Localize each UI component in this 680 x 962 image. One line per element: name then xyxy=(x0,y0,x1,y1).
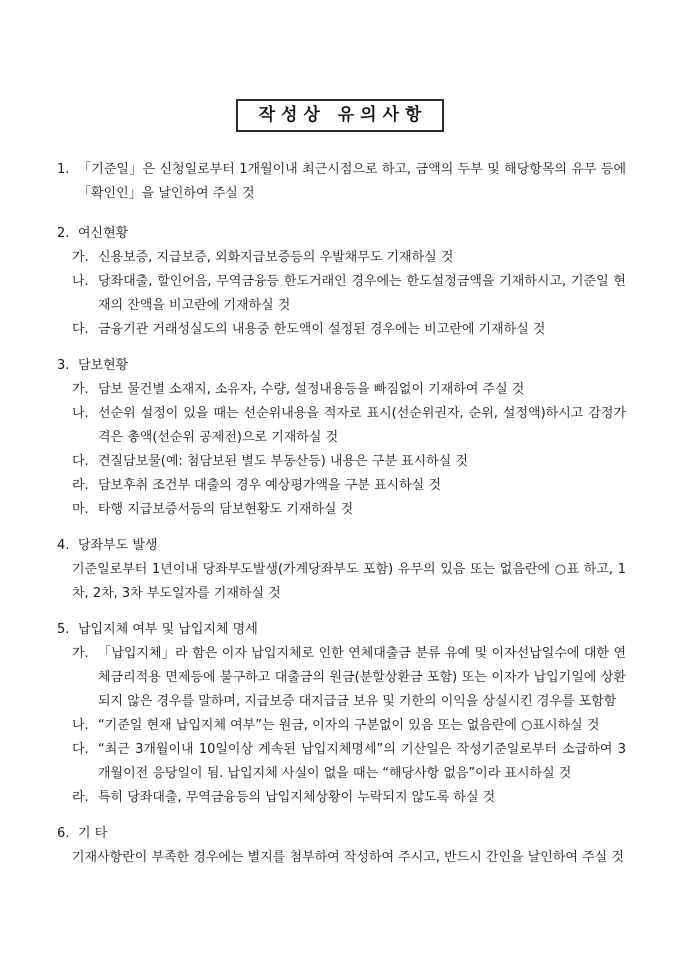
list-item xyxy=(57,474,626,498)
section-5 xyxy=(57,618,626,810)
section-row xyxy=(57,618,626,642)
document-title-box xyxy=(236,99,445,132)
list-item-label: 나. xyxy=(72,406,89,421)
section-row xyxy=(57,158,626,206)
section-heading: 담보현황 xyxy=(78,358,129,373)
list-item xyxy=(57,714,626,738)
section-number: 3. xyxy=(57,358,70,373)
section-6 xyxy=(57,822,626,870)
section-number: 1. xyxy=(57,162,70,177)
list-item xyxy=(57,246,626,270)
list-item-label: 가. xyxy=(72,250,89,265)
list-item xyxy=(57,402,626,450)
list-item-text: 담보 물건별 소재지, 소유자, 수량, 설정내용등을 빠짐없이 기재하여 주실 것 xyxy=(98,382,525,397)
section-row xyxy=(57,534,626,558)
list-item xyxy=(57,450,626,474)
list-item-label: 나. xyxy=(72,274,89,289)
list-item-label: 다. xyxy=(72,454,89,469)
section-heading: 여신현황 xyxy=(78,226,129,241)
list-item xyxy=(57,378,626,402)
list-item-text: 당좌대출, 할인어음, 무역금융등 한도거래인 경우에는 한도설정금액을 기재하시고, 기준일 현재의 잔액을 비고란에 기재하실 것 xyxy=(98,274,626,313)
list-item-label: 가. xyxy=(72,382,89,397)
list-item-label: 마. xyxy=(72,502,89,517)
list-item xyxy=(57,786,626,810)
list-item-text: 신용보증, 지급보증, 외화지급보증등의 우발채무도 기재하실 것 xyxy=(98,250,454,265)
section-body: 기재사항란이 부족한 경우에는 별지를 첨부하여 작성하여 주시고, 반드시 간인을 날인하여 주실 것 xyxy=(72,850,624,865)
list-item-text: 담보후취 조건부 대출의 경우 예상평가액을 구분 표시하실 것 xyxy=(98,478,441,493)
list-item-text: 금융기관 거래성실도의 내용중 한도액이 설정된 경우에는 비고란에 기재하실 것 xyxy=(98,322,546,337)
section-number: 5. xyxy=(57,622,70,637)
section-heading: 당좌부도 발생 xyxy=(78,538,158,553)
list-item-label: 라. xyxy=(72,790,89,805)
section-body: 「기준일」은 신청일로부터 1개월이내 최근시점으로 하고, 금액의 두부 및 해당항목의 유무 등에 「확인인」을 날인하여 주실 것 xyxy=(78,162,626,201)
list-item-label: 라. xyxy=(72,478,89,493)
list-item xyxy=(57,270,626,318)
list-item-label: 다. xyxy=(72,322,89,337)
list-item-label: 나. xyxy=(72,718,89,733)
list-item-text: 「납입지체」라 함은 이자 납입지체로 인한 연체대출금 분류 유예 및 이자선납일수에 대한 연체금리적용 면제등에 불구하고 대출금의 원금(분할상환금 포함) 또는 이자가 납입기일에 상환되지 않은 경우를 말하며, 지급보증 대지급금 보유 및 기한의 이익을 상실시킨 경우를 포함함 xyxy=(98,646,626,709)
list-item-text: 특히 당좌대출, 무역금융등의 납입지체상황이 누락되지 않도록 하실 것 xyxy=(98,790,496,805)
section-row xyxy=(57,822,626,846)
section-4 xyxy=(57,534,626,606)
section-row xyxy=(57,354,626,378)
section-2 xyxy=(57,222,626,342)
list-item xyxy=(57,642,626,714)
list-item-text: 선순위 설정이 있을 때는 선순위내용을 적자로 표시(선순위권자, 순위, 설정액)하시고 감정가격은 총액(선순위 공제전)으로 기재하실 것 xyxy=(98,406,626,445)
section-number: 6. xyxy=(57,826,70,841)
list-item-text: 견질담보물(예: 첨담보된 별도 부동산등) 내용은 구분 표시하실 것 xyxy=(98,454,468,469)
section-heading: 납입지체 여부 및 납입지체 명세 xyxy=(78,622,258,637)
section-1 xyxy=(57,158,626,206)
section-body: 기준일로부터 1년이내 당좌부도발생(가계당좌부도 포함) 유무의 있음 또는 없음란에 ○표 하고, 1차, 2차, 3차 부도일자를 기재하실 것 xyxy=(72,562,626,601)
document-title: 작성상 유의사항 xyxy=(258,105,428,125)
section-number: 4. xyxy=(57,538,70,553)
list-item xyxy=(57,498,626,522)
section-3 xyxy=(57,354,626,522)
title-container xyxy=(54,99,626,132)
section-heading: 기 타 xyxy=(78,826,108,841)
list-item-text: “기준일 현재 납입지체 여부”는 원금, 이자의 구분없이 있음 또는 없음란에 ○표시하실 것 xyxy=(98,718,600,733)
list-item-text: “최근 3개월이내 10일이상 계속된 납입지체명세”의 기산일은 작성기준일로부터 소급하여 3개월이전 응당일이 됨. 납입지체 사실이 없을 때는 “해당사항 없음”이라 표시하실 것 xyxy=(98,742,626,781)
list-item xyxy=(57,738,626,786)
list-item xyxy=(57,318,626,342)
list-item-label: 다. xyxy=(72,742,89,757)
list-item-text: 타행 지급보증서등의 담보현황도 기재하실 것 xyxy=(98,502,354,517)
list-item-label: 가. xyxy=(72,646,89,661)
section-row xyxy=(57,222,626,246)
section-number: 2. xyxy=(57,226,70,241)
